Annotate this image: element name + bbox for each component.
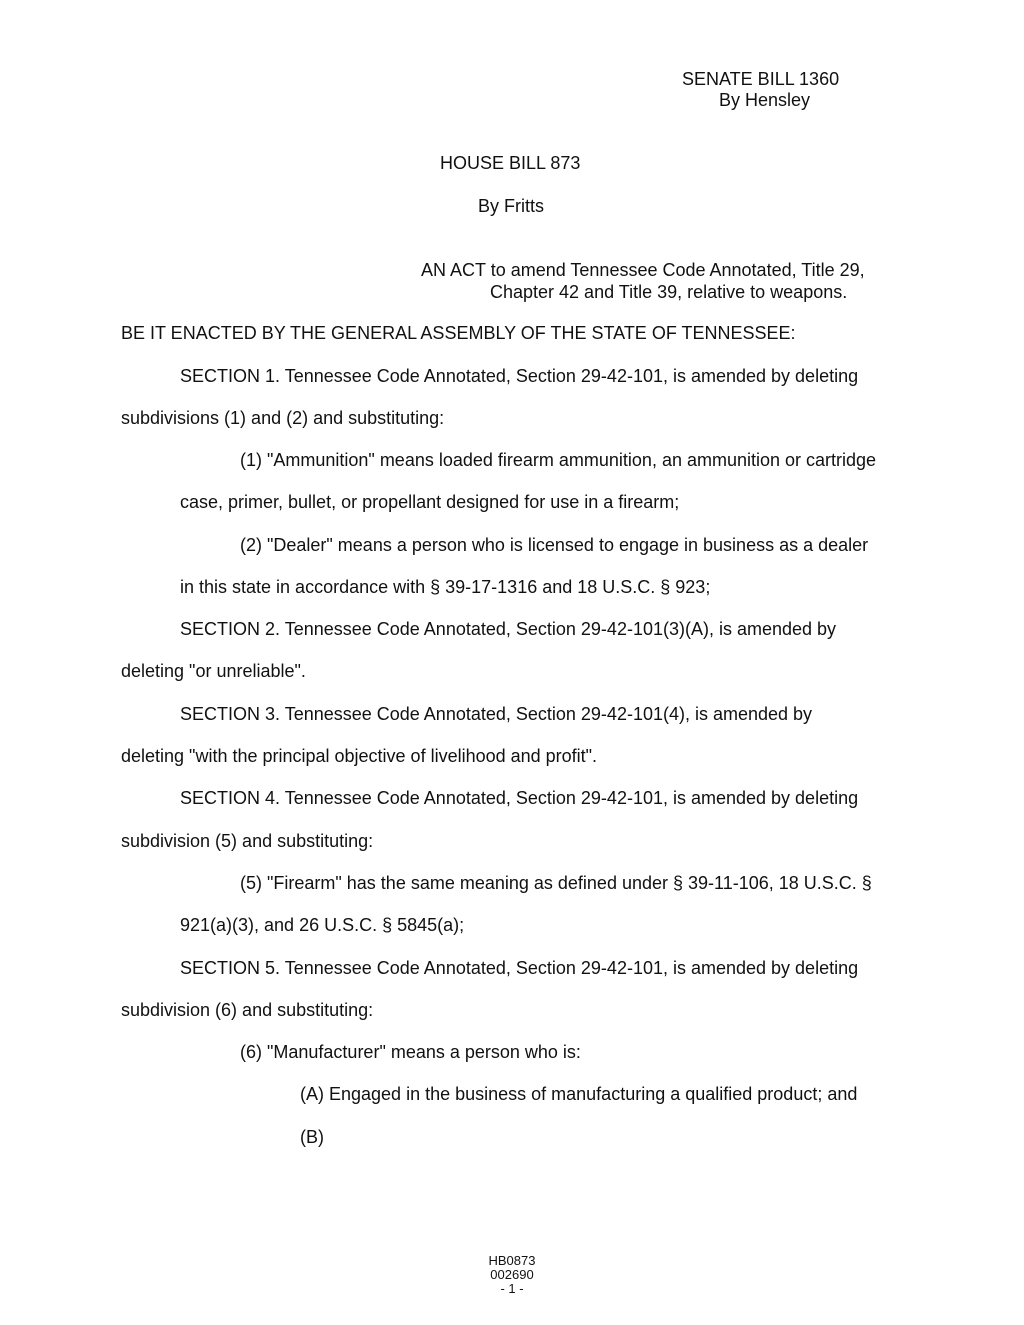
section-3-line-2: deleting "with the principal objective of livelihood and profit". bbox=[121, 746, 598, 766]
section-3-line-1: SECTION 3. Tennessee Code Annotated, Section 29-42-101(4), is amended by bbox=[180, 704, 813, 724]
act-caption-line-1: AN ACT to amend Tennessee Code Annotated, Title 29, bbox=[421, 260, 865, 280]
subdivision-6-item-b: (B) bbox=[300, 1127, 324, 1147]
subdivision-5-line-1: (5) "Firearm" has the same meaning as defined under § 39-11-106, 18 U.S.C. § bbox=[240, 873, 872, 893]
house-bill-number: HOUSE BILL 873 bbox=[440, 153, 581, 173]
subdivision-2-line-1: (2) "Dealer" means a person who is licensed to engage in business as a dealer bbox=[240, 535, 869, 555]
section-2-line-2: deleting "or unreliable". bbox=[121, 661, 306, 681]
section-1-line-1: SECTION 1. Tennessee Code Annotated, Section 29-42-101, is amended by deleting bbox=[180, 366, 859, 386]
senate-bill-number: SENATE BILL 1360 bbox=[682, 69, 840, 89]
section-5-line-2: subdivision (6) and substituting: bbox=[121, 1000, 374, 1020]
house-bill-sponsor: By Fritts bbox=[478, 196, 544, 216]
senate-bill-sponsor: By Hensley bbox=[719, 90, 811, 110]
act-caption-line-2: Chapter 42 and Title 39, relative to weapons. bbox=[490, 282, 848, 302]
page-footer bbox=[462, 1254, 562, 1296]
section-5-line-1: SECTION 5. Tennessee Code Annotated, Section 29-42-101, is amended by deleting bbox=[180, 958, 859, 978]
subdivision-1-line-2: case, primer, bullet, or propellant designed for use in a firearm; bbox=[180, 492, 680, 512]
subdivision-2-line-2: in this state in accordance with § 39-17-1316 and 18 U.S.C. § 923; bbox=[180, 577, 711, 597]
subdivision-6-item-a: (A) Engaged in the business of manufacturing a qualified product; and bbox=[300, 1084, 858, 1104]
subdivision-1-line-1: (1) "Ammunition" means loaded firearm ammunition, an ammunition or cartridge bbox=[240, 450, 877, 470]
footer-page-number: - 1 - bbox=[500, 1281, 524, 1296]
subdivision-6-line-1: (6) "Manufacturer" means a person who is: bbox=[240, 1042, 581, 1062]
section-4-line-1: SECTION 4. Tennessee Code Annotated, Section 29-42-101, is amended by deleting bbox=[180, 788, 859, 808]
enacting-clause: BE IT ENACTED BY THE GENERAL ASSEMBLY OF THE STATE OF TENNESSEE: bbox=[121, 323, 796, 343]
section-4-line-2: subdivision (5) and substituting: bbox=[121, 831, 374, 851]
section-2-line-1: SECTION 2. Tennessee Code Annotated, Section 29-42-101(3)(A), is amended by bbox=[180, 619, 837, 639]
footer-bill-code: HB0873 bbox=[488, 1253, 536, 1268]
section-1-line-2: subdivisions (1) and (2) and substituting: bbox=[121, 408, 445, 428]
footer-doc-number: 002690 bbox=[490, 1267, 534, 1282]
subdivision-5-line-2: 921(a)(3), and 26 U.S.C. § 5845(a); bbox=[180, 915, 465, 935]
